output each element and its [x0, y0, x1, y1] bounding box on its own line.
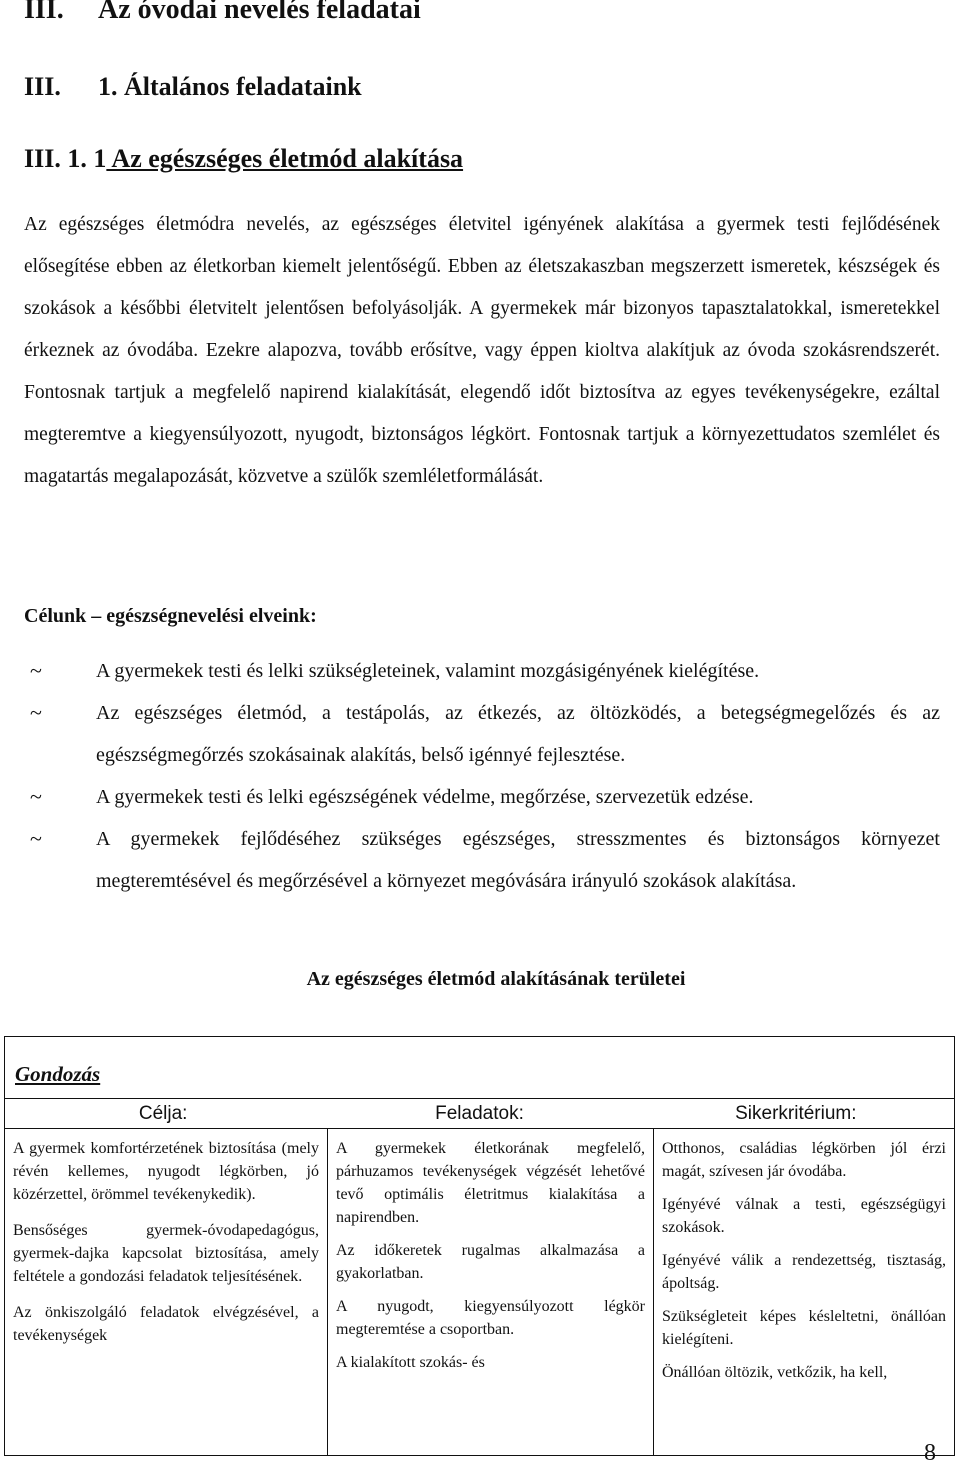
table-cell-text: A kialakított szokás- és: [336, 1354, 485, 1371]
tilde-bullet-icon: ~: [30, 700, 42, 725]
list-item: [24, 650, 940, 692]
table-cell-text: Otthonos, családias légkörben jól érzi magát, szívesen jár óvodába.: [662, 1140, 946, 1180]
table-cell-text: Szükségleteit képes késleltetni, önállóan kielégíteni.: [662, 1308, 946, 1348]
chapter-title: Az óvodai nevelés feladatai: [98, 0, 421, 25]
header-tasks: Feladatok:: [435, 1103, 524, 1124]
table-title-row: [5, 1037, 954, 1099]
table-cell-text: A gyermekek életkorának megfelelő, párhuzamos tevékenységek végzését lehetővé tevő optimális életritmus kialakítása a napirendben.: [336, 1140, 645, 1226]
goals-list: [24, 650, 940, 902]
goal-text: A gyermekek fejlődéséhez szükséges egészséges, stresszmentes és biztonságos környezet megteremtésével és megőrzésével a környezet megóvására irányuló szokások alakítása.: [96, 828, 940, 892]
list-item: [24, 692, 940, 776]
goals-title: Célunk – egészségnevelési elveink:: [24, 605, 317, 627]
table-cell-text: Igényévé válnak a testi, egészségügyi szokások.: [662, 1196, 946, 1236]
tilde-bullet-icon: ~: [30, 658, 42, 683]
section-heading: [24, 72, 362, 102]
success-criteria-column: [653, 1129, 954, 1456]
goal-text: Az egészséges életmód, a testápolás, az étkezés, az öltözködés, a betegségmegelőzés és az egészségmegőrzés szokásainak alakítás, belső igénnyé fejlesztése.: [96, 702, 940, 766]
table-cell-text: A nyugodt, kiegyensúlyozott légkör megteremtése a csoportban.: [336, 1298, 645, 1338]
care-table: [4, 1036, 955, 1456]
table-cell-text: Az időkeretek rugalmas alkalmazása a gyakorlatban.: [336, 1242, 645, 1282]
chapter-heading: [24, 0, 421, 26]
chapter-number: III.: [24, 0, 64, 25]
list-item: [24, 776, 940, 818]
intro-paragraph: Az egészséges életmódra nevelés, az egészséges életvitel igényének alakítása a gyermek testi fejlődésének elősegítése ebben az életkorban kiemelt jelentőségű. Ebben az életszakaszban megszerzett ismeretek, készségek és szokások a későbbi életvitelt jelentősen befolyásolják. A gyermekek már bizonyos tapasztalatokkal, ismeretekkel érkeznek az óvodába. Ezekre alapozva, tovább erősítve, vagy éppen kioltva alakítjuk az óvoda szokásrendszerét. Fontosnak tartjuk a megfelelő napirend kialakítását, elegendő időt biztosítva az egyes tevékenységekre, ezáltal megteremtve a kiegyensúlyozott, nyugodt, biztonságos légkört. Fontosnak tartjuk a környezettudatos szemlélet és magatartás megalapozását, közvetve a szülők szemléletformálását.: [24, 214, 940, 487]
tilde-bullet-icon: ~: [30, 826, 42, 851]
list-item: [24, 818, 940, 902]
tilde-bullet-icon: ~: [30, 784, 42, 809]
table-cell-text: A gyermek komfortérzetének biztosítása (mely révén kellemes, nyugodt légkörben, jó közérzettel, örömmel tevékenykedik).: [13, 1140, 319, 1203]
subsection-title: Az egészséges életmód alakítása: [106, 144, 464, 173]
table-cell-text: Az önkiszolgáló feladatok elvégzésével, a tevékenységek: [13, 1304, 319, 1344]
goal-text: A gyermekek testi és lelki szükségleteinek, valamint mozgásigényének kielégítése.: [96, 660, 760, 682]
table-cell-text: Bensőséges gyermek-óvodapedagógus, gyermek-dajka kapcsolat biztosítása, amely feltétele a gondozási feladatok teljesítésének.: [13, 1222, 319, 1285]
header-goal: Célja:: [138, 1103, 188, 1124]
table-cell-text: Igényévé válik a rendezettség, tisztaság, ápoltság.: [662, 1252, 946, 1292]
page-number: 8: [924, 1440, 936, 1466]
subsection-heading: [24, 144, 463, 174]
table-section-title: Gondozás: [15, 1062, 101, 1086]
table-header-row: [5, 1099, 954, 1129]
goal-text: A gyermekek testi és lelki egészségének védelme, megőrzése, szervezetük edzése.: [96, 786, 754, 808]
table-cell-text: Önállóan öltözik, vetkőzik, ha kell,: [662, 1364, 888, 1381]
tasks-column: [327, 1129, 653, 1456]
subsection-number: III. 1. 1: [24, 144, 107, 173]
section-number: III.: [24, 72, 61, 101]
table-body-row: [5, 1129, 954, 1456]
areas-title: Az egészséges életmód alakításának területei: [306, 968, 686, 990]
header-success-criteria: Sikerkritérium:: [735, 1103, 857, 1124]
section-title: 1. Általános feladataink: [98, 72, 362, 101]
goal-column: [5, 1129, 327, 1456]
